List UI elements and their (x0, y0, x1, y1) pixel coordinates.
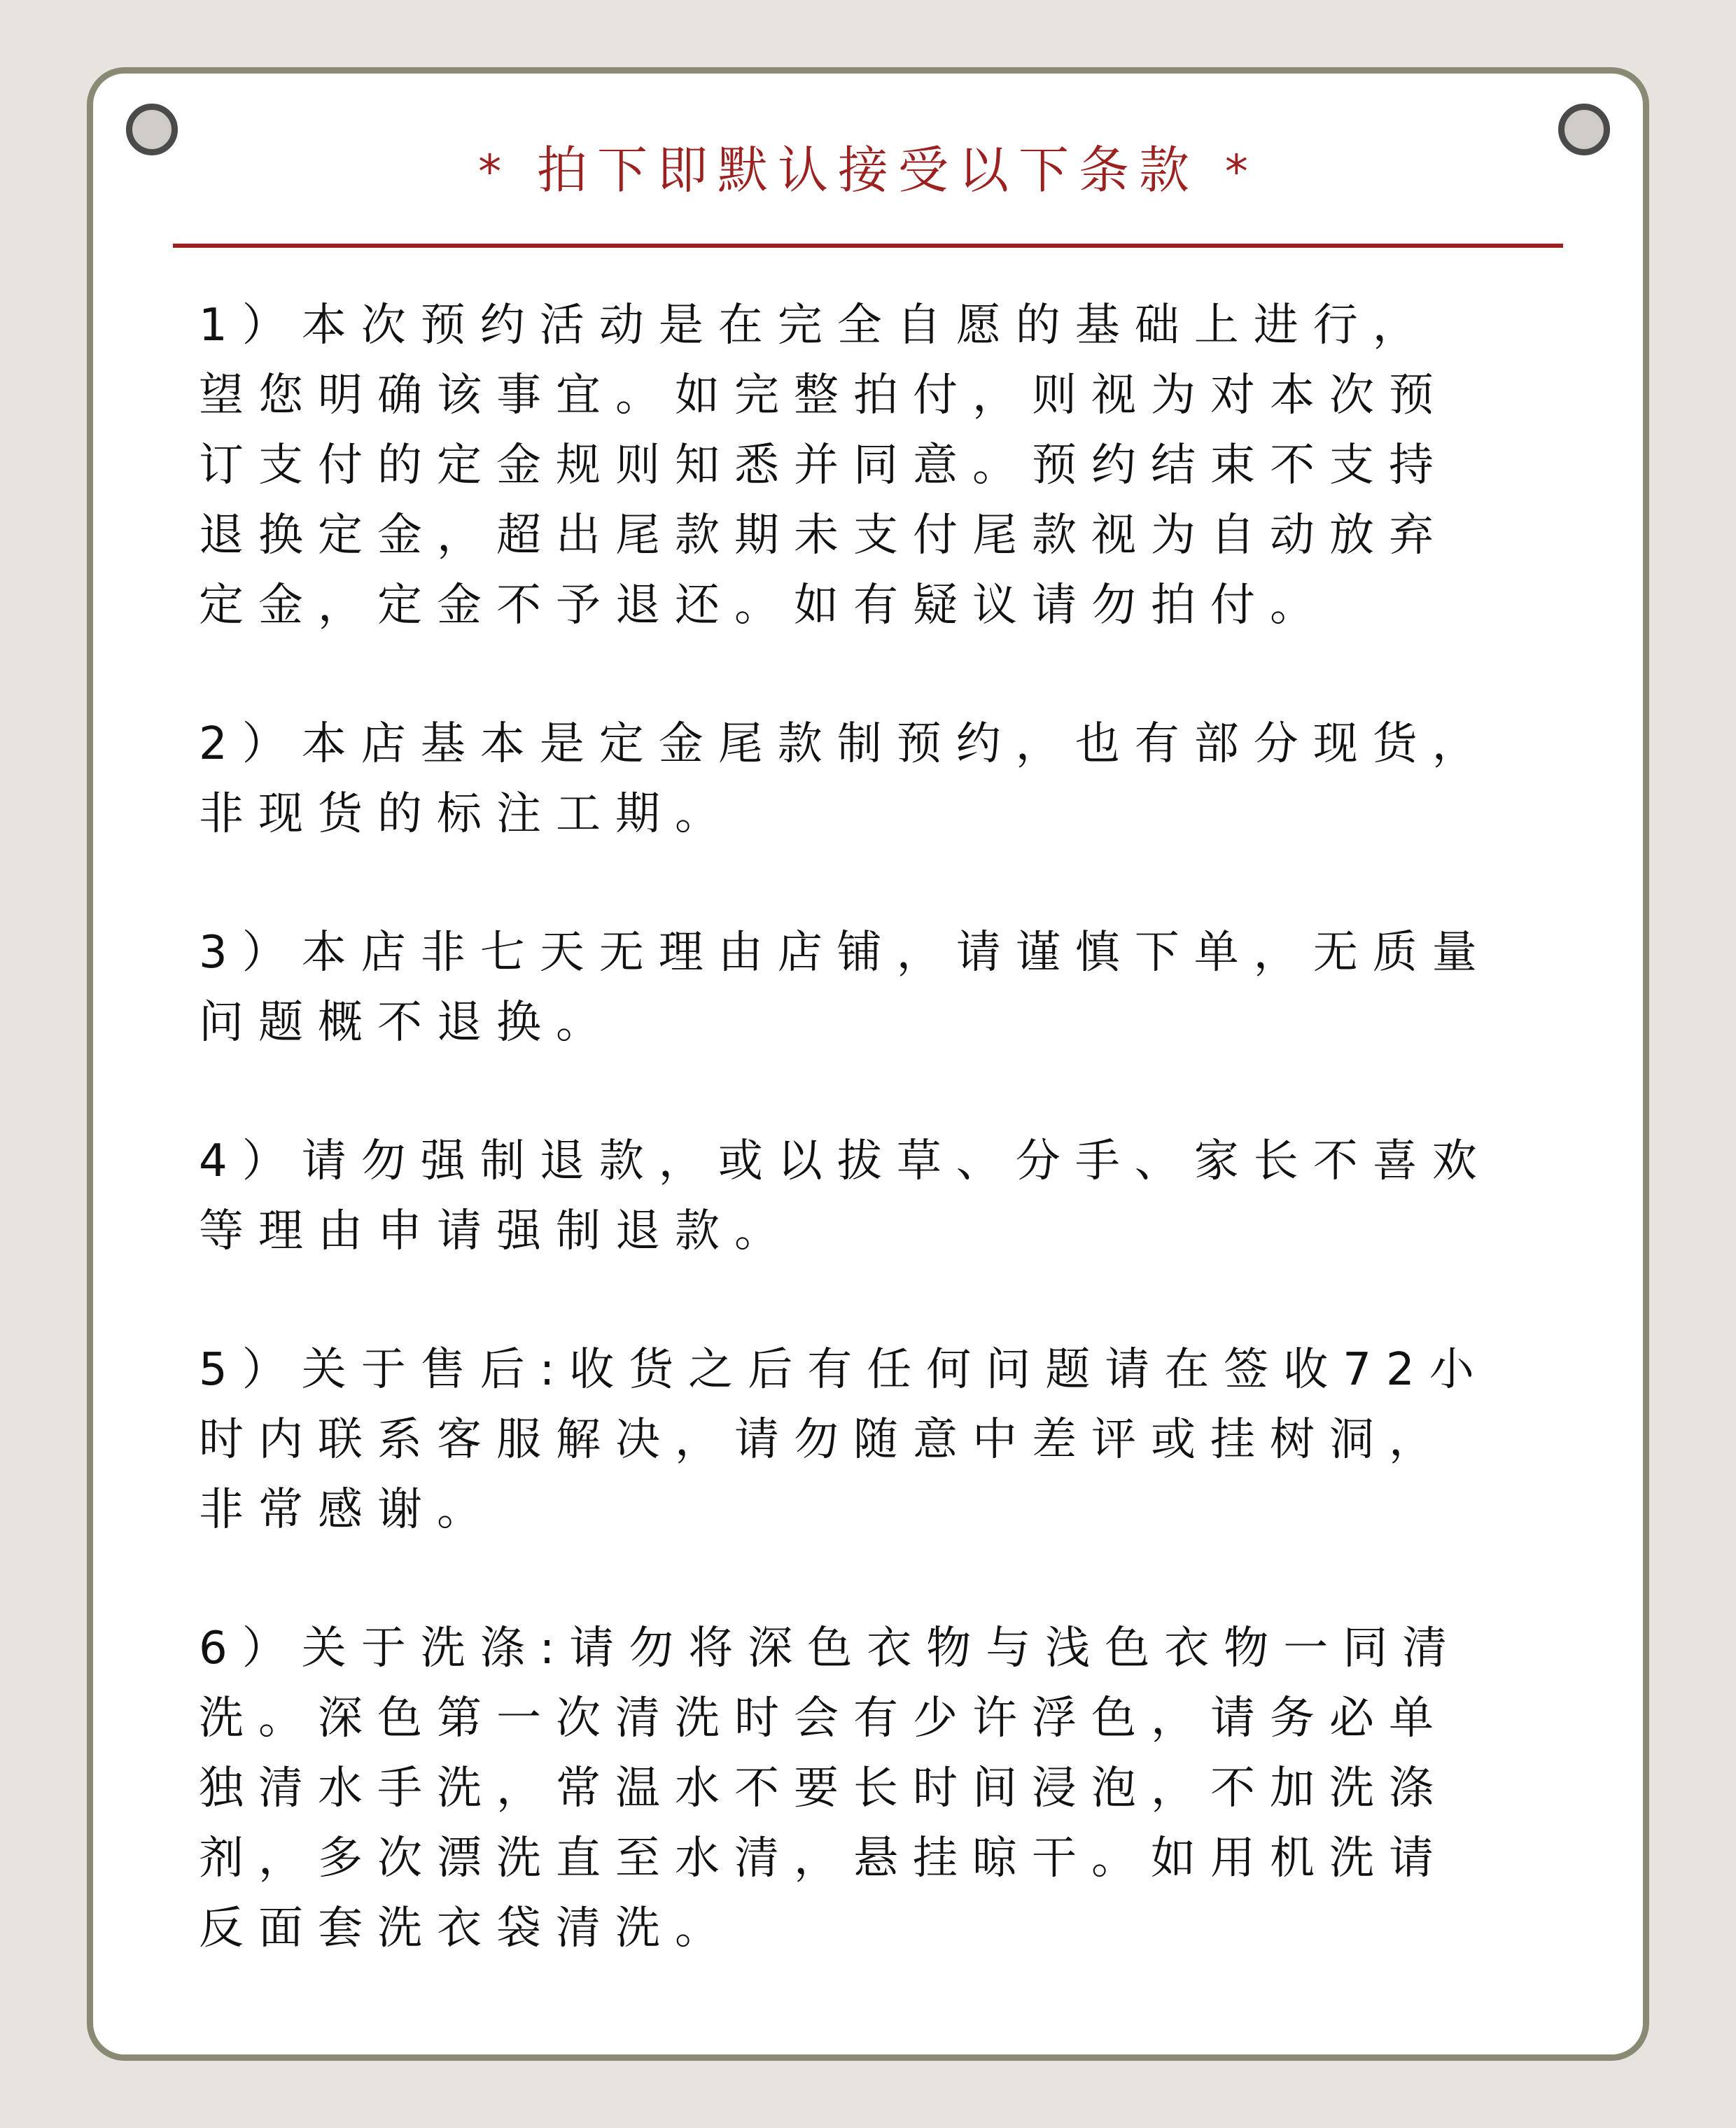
term-line: 望您明确该事宜。如完整拍付，则视为对本次预 (199, 370, 1448, 421)
term-line: 订支付的定金规则知悉并同意。预约结束不支持 (199, 440, 1448, 491)
term-line: 非现货的标注工期。 (199, 788, 734, 840)
term-line: 等理由申请强制退款。 (199, 1205, 794, 1257)
title-star-left: * (478, 145, 512, 199)
term-line: 洗。深色第一次清洗时会有少许浮色，请务必单 (199, 1693, 1448, 1744)
term-line: 退换定金，超出尾款期未支付尾款视为自动放弃 (199, 510, 1448, 561)
term-item-4 (199, 1126, 1585, 1266)
term-line: 非常感谢。 (199, 1484, 496, 1536)
term-item-6 (199, 1614, 1585, 1963)
term-item-2 (199, 709, 1585, 849)
title-divider (173, 244, 1563, 248)
term-line: 问题概不退换。 (199, 997, 615, 1049)
term-line: 剂，多次漂洗直至水清，悬挂晾干。如用机洗请 (199, 1833, 1448, 1884)
terms-list (199, 290, 1585, 2032)
title-text: 拍下即默认接受以下条款 (536, 141, 1199, 200)
term-line: 1）本次预约活动是在完全自愿的基础上进行， (199, 300, 1432, 351)
term-item-1 (199, 290, 1585, 640)
term-line: 定金，定金不予退还。如有疑议请勿拍付。 (199, 580, 1329, 631)
term-line: 5）关于售后:收货之后有任何问题请在签收72小 (199, 1344, 1489, 1396)
terms-card (87, 67, 1649, 2061)
term-line: 时内联系客服解决，请勿随意中差评或挂树洞， (199, 1414, 1448, 1466)
term-line: 4）请勿强制退款，或以拔草、分手、家长不喜欢 (199, 1135, 1492, 1187)
title-star-right: * (1224, 145, 1258, 199)
term-line: 反面套洗衣袋清洗。 (199, 1903, 734, 1954)
term-line: 3）本店非七天无理由店铺，请谨慎下单，无质量 (199, 927, 1492, 979)
term-line: 独清水手洗，常温水不要长时间浸泡，不加洗涤 (199, 1763, 1448, 1814)
page-title (93, 135, 1643, 205)
term-item-3 (199, 918, 1585, 1058)
term-line: 2）本店基本是定金尾款制预约，也有部分现货， (199, 718, 1492, 770)
term-item-5 (199, 1335, 1585, 1545)
term-line: 6）关于洗涤:请勿将深色衣物与浅色衣物一同清 (199, 1623, 1462, 1674)
